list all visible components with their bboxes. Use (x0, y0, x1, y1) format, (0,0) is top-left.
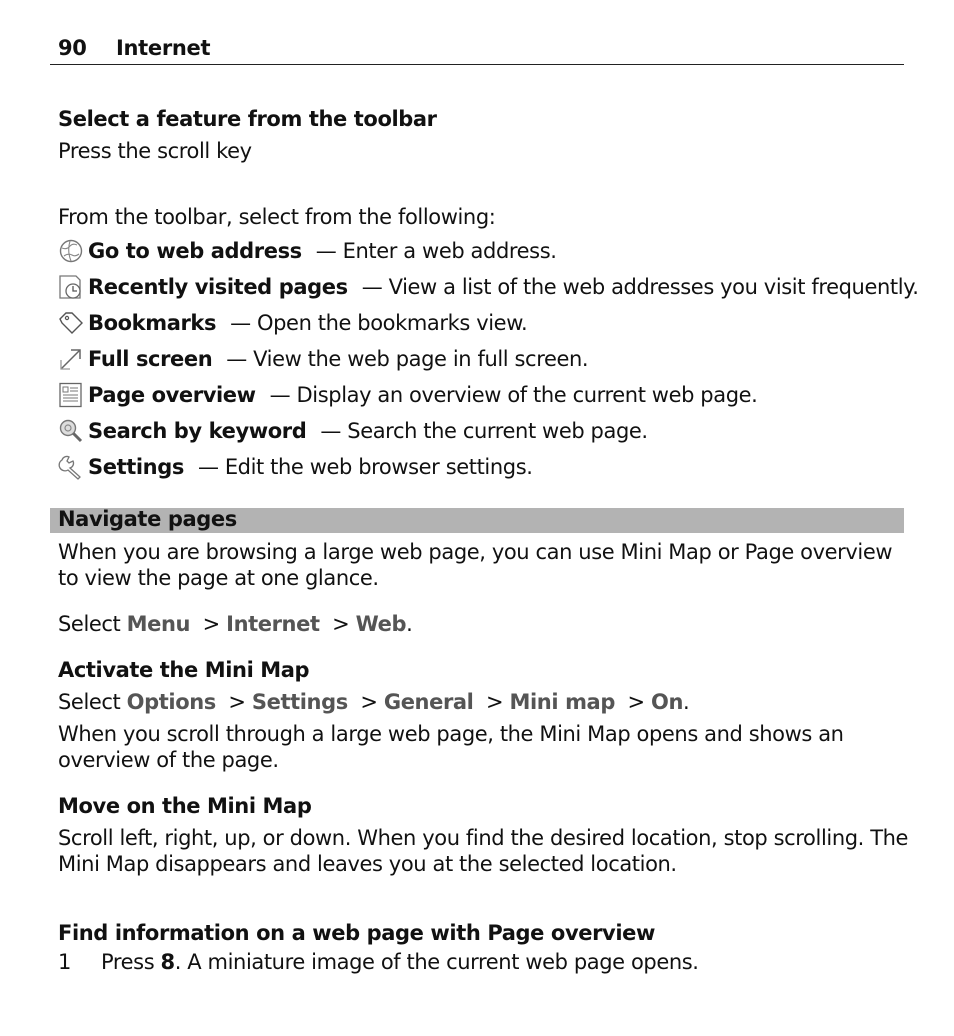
path-on: On (651, 690, 684, 714)
toolbar-item-page-overview (58, 380, 757, 410)
item-desc: — Display an overview of the current web page. (269, 383, 758, 407)
item-label: Settings (88, 455, 184, 479)
find-info-heading: Find information on a web page with Page overview (58, 921, 655, 945)
section-bar-navigate-pages (50, 508, 904, 533)
toolbar-item-full-screen (58, 344, 588, 374)
select-path-line: Select Menu > Internet > Web. (58, 612, 413, 636)
item-desc: — Enter a web address. (315, 239, 557, 263)
select-prefix: Select (58, 690, 121, 714)
item-label: Page overview (88, 383, 256, 407)
item-desc: — View the web page in full screen. (226, 347, 589, 371)
step-prefix: Press (100, 950, 155, 974)
path-general: General (383, 690, 474, 714)
move-line-2: Mini Map disappears and leaves you at the selected location. (58, 852, 677, 876)
item-label: Recently visited pages (88, 275, 348, 299)
item-desc: — Open the bookmarks view. (230, 311, 528, 335)
toolbar-item-bookmarks (58, 308, 527, 338)
activate-desc-line-1: When you scroll through a large web page, the Mini Map opens and shows an (58, 722, 844, 746)
globe-icon (58, 238, 84, 264)
path-options: Options (126, 690, 216, 714)
page-header (50, 36, 904, 65)
intro-line-1: When you are browsing a large web page, you can use Mini Map or Page overview (58, 540, 893, 564)
section-title: Navigate pages (58, 507, 237, 531)
step-rest: . A miniature image of the current web page opens. (174, 950, 699, 974)
path-internet: Internet (226, 612, 320, 636)
activate-path-line: Select Options > Settings > General > Mini map > On. (58, 690, 690, 714)
move-mini-map-heading: Move on the Mini Map (58, 794, 312, 818)
toolbar-item-search-by-keyword (58, 416, 648, 446)
toolbar-item-settings (58, 452, 533, 482)
page-number: 90 (58, 36, 87, 60)
select-prefix: Select (58, 612, 121, 636)
toolbar-heading: Select a feature from the toolbar (58, 107, 437, 131)
step-1 (58, 949, 699, 975)
intro-line-2: to view the page at one glance. (58, 566, 379, 590)
item-label: Search by keyword (88, 419, 307, 443)
toolbar-intro: From the toolbar, select from the following: (58, 205, 496, 229)
path-menu: Menu (126, 612, 191, 636)
wrench-icon (58, 454, 84, 480)
toolbar-item-recently-visited (58, 272, 918, 302)
toolbar-item-go-to-web-address (58, 236, 557, 266)
clock-page-icon (58, 274, 84, 300)
activate-mini-map-heading: Activate the Mini Map (58, 658, 310, 682)
fullscreen-arrow-icon (58, 346, 84, 372)
magnifier-icon (58, 418, 84, 444)
move-line-1: Scroll left, right, up, or down. When you find the desired location, stop scrolling. The (58, 826, 909, 850)
item-desc: — View a list of the web addresses you visit frequently. (361, 275, 919, 299)
bookmark-tag-icon (58, 310, 84, 336)
toolbar-instruction: Press the scroll key (58, 139, 252, 163)
path-web: Web (355, 612, 407, 636)
path-mini-map: Mini map (509, 690, 615, 714)
item-label: Full screen (88, 347, 213, 371)
item-label: Bookmarks (88, 311, 217, 335)
step-number: 1 (58, 950, 71, 974)
item-desc: — Search the current web page. (320, 419, 648, 443)
item-desc: — Edit the web browser settings. (197, 455, 533, 479)
page-overview-icon (58, 382, 84, 408)
activate-desc-line-2: overview of the page. (58, 748, 279, 772)
chapter-title: Internet (116, 36, 211, 60)
path-settings: Settings (251, 690, 348, 714)
item-label: Go to web address (88, 239, 302, 263)
step-key: 8 (160, 950, 175, 974)
